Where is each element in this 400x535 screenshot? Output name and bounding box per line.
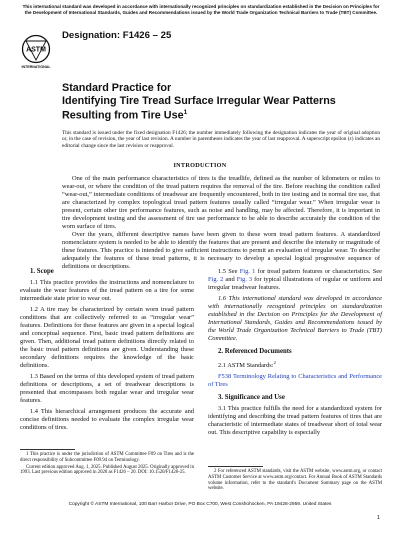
reference-f538 [208, 373, 382, 389]
title-line-1: Standard Practice for [62, 82, 172, 94]
title-line-3-text: Resulting from Tire Use [62, 109, 184, 122]
scope-1-5-text-a: 1.5 See [218, 268, 240, 275]
introduction [62, 175, 380, 271]
footnote-rule-right [208, 466, 263, 467]
referenced-2-1-text: 2.1 ASTM Standards: [218, 362, 274, 370]
significance-3-1: 3.1 This practice fulfills the need for a standardized system for identifying and describing the tread pattern features of tires that are characteristic of intermediate states of treadwear short of total wear out. This descriptive capability is especially [208, 405, 382, 437]
title-footnote-mark: 1 [183, 109, 188, 117]
footnotes-right [208, 469, 382, 493]
f538-link[interactable]: F538 [218, 373, 232, 381]
scope-1-5 [208, 268, 382, 292]
scope-1-5-text-d: for typical illustrations of regular or uniform and irregular treadwear features. [208, 276, 383, 291]
scope-1-5-text-b: for tread pattern features or characteristics. See [255, 268, 382, 275]
footnote-edition: Current edition approved Aug. 1, 2025. Published August 2025. Originally approved in 1993. Last previous edition approved in 2020 as F1426 – 20. DOI: 10.1520/F1426-25. [20, 464, 194, 476]
scope-1-3: 1.3 Based on the terms of this developed system of tread pattern definitions or descriptions, a set of treadwear descriptions is presented that encompasses both regular wear and irregular wear features. [20, 373, 194, 404]
scope-1-6: 1.6 This international standard was developed in accordance with internationally recognized principles on standardization established in the Decision on Principles for the Development of International Standards, Guides and Recommendations issued by the World Trade Organization Technical Barriers to Trade (TBT) Committee. [208, 295, 382, 342]
logo-caption: INTERNATIONAL [21, 65, 51, 69]
copyright-footer: Copyright © ASTM International, 100 Barr Harbor Drive, PO Box C700, West Conshohocken, PA 19428-2959. United States [68, 502, 332, 507]
document-title [62, 82, 372, 122]
title-line-2: Identifying Tire Tread Surface Irregular Wear Patterns [62, 94, 336, 107]
fig-3-link[interactable]: Fig. 3 [236, 276, 253, 283]
footnote-rule-left [20, 449, 75, 450]
fig-1-link[interactable]: Fig. 1 [239, 268, 256, 275]
astm-logo [19, 34, 53, 70]
scope-1-5-text-c: and [223, 276, 237, 283]
significance-heading: 3. Significance and Use [218, 394, 285, 402]
f538-title-link[interactable]: Terminology Relating to Characteristics and Performance of Tires [208, 373, 382, 389]
designation: Designation: F1426 – 25 [62, 30, 172, 41]
standard-note: This standard is issued under the fixed designation F1426; the number immediately following the designation indicates the year of original adoption or, in the case of revision, the year of last revision. A number in parentheses indicates the year of last reapproval. A superscript epsilon (ε) indicates an editorial change since the last revision or reapproval. [62, 130, 380, 149]
fig-2-link[interactable]: Fig. 2 [208, 276, 224, 283]
top-note: This international standard was developed in accordance with internationally recognized principles on standardization established in the Decision on Principles for the Development of International Standards, Guides and Recommendations issued by the World Trade Organization Technical Barriers to Trade (TBT) Committee. [22, 4, 380, 15]
footnotes-left [20, 452, 194, 477]
footnote-2: 2 For referenced ASTM standards, visit the ASTM website, www.astm.org, or contact ASTM Customer Service at www.astm.org/contact. For Annual Book of ASTM Standards volume information, refer to the standard's Document Summary page on the ASTM website. [208, 469, 382, 492]
intro-paragraph-1: One of the main performance characteristics of tires is the treadlife, defined as the number of kilometers or miles to wear-out, or where the condition of the tread pattern requires the removal of the tire. Before reaching the condition called “wear-out,” intermediate conditions of treadwear are frequently encountered, both in tire testing and in normal tire use, that are characterized by complex topological tread pattern features usually called “irregular wear.” When irregular wear is present, certain other tire performance features, such as noise and handling, may be affected. Therefore, it is important in tire development testing and the assessment of tire use performance to be able to describe accurately the condition of the worn surface of tires. [62, 175, 380, 230]
scope-heading: 1. Scope [30, 268, 54, 275]
right-column [208, 268, 382, 440]
referenced-footnote-mark: 2 [273, 360, 276, 365]
scope-1-1: 1.1 This practice provides the instructions and nomenclature to evaluate the wear features of the tread pattern on a tire for some intermediate state prior to wear out. [20, 279, 194, 302]
intro-paragraph-2: Over the years, different descriptive names have been given to these worn tread pattern features. A standardized nomenclature system is needed to be able to identify the features that are present and describe the intensity or magnitude of these features. This practice is intended to give sufficient instructions to permit an evaluation of irregular wear. To describe adequately the features of these tread patterns, it is necessary to develop a special logical progressive sequence of definitions or descriptions. [62, 231, 380, 270]
page-number: 1 [376, 515, 380, 521]
left-column [20, 268, 194, 435]
title-line-3 [62, 107, 372, 122]
introduction-heading: INTRODUCTION [173, 162, 227, 169]
referenced-heading: 2. Referenced Documents [218, 348, 292, 355]
scope-1-4: 1.4 This hierarchical arrangement produces the accurate and concise definitions needed to evaluate the complex irregular wear conditions of tires. [20, 408, 194, 431]
footnote-1: 1 This practice is under the jurisdiction of ASTM Committee F09 on Tires and is the direct responsibility of Subcommittee F09.94 on Terminology. [20, 452, 194, 463]
referenced-2-1 [208, 359, 382, 370]
logo-text: ASTM [26, 46, 46, 54]
scope-1-2: 1.2 A tire may be characterized by certain worn tread pattern conditions that are collectively referred to as “irregular wear” features. Definitions for these features are given in a special logical and conceptual sequence. First, basic tread pattern definitions are given. Then, additional tread pattern definitions directly related to the basic tread pattern definitions are given. Understanding these secondary definitions requires the knowledge of the basic definitions. [20, 306, 194, 369]
